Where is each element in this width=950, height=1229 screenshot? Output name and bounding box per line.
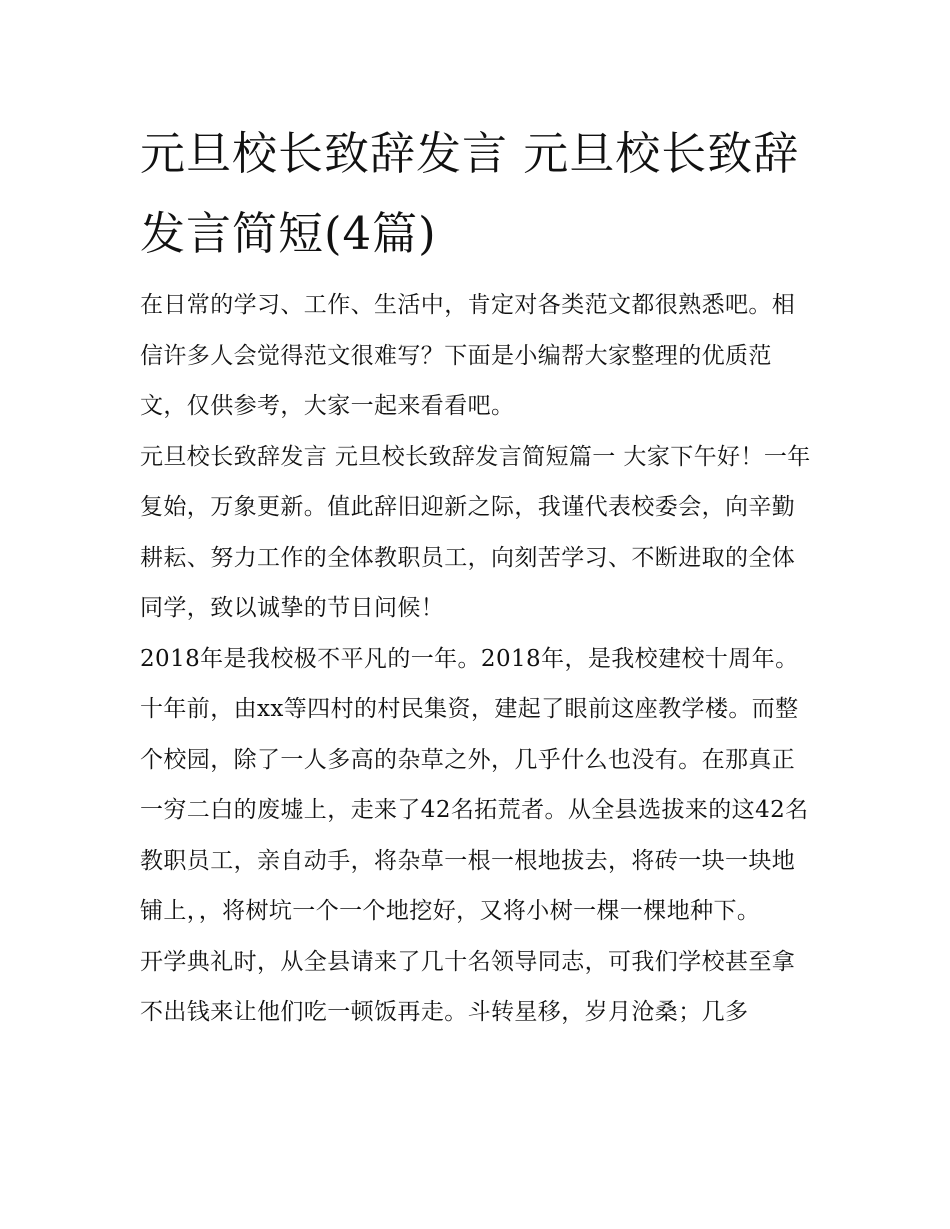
paragraph-intro: 在日常的学习、工作、生活中，肯定对各类范文都很熟悉吧。相信许多人会觉得范文很难写？下面是小编帮大家整理的优质范文，仅供参考，大家一起来看看吧。 — [140, 292, 796, 419]
paragraph-ceremony: 开学典礼时，从全县请来了几十名领导同志，可我们学校甚至拿不出钱来让他们吃一顿饭再走。斗转星移，岁月沧桑；几多 — [140, 948, 796, 1025]
paragraph-history: 2018年是我校极不平凡的一年。2018年，是我校建校十周年。十年前，由xx等四村的村民集资，建起了眼前这座教学楼。而整个校园，除了一人多高的杂草之外，几乎什么也没有。在那真正一穷二白的废墟上，走来了42名拓荒者。从全县选拔来的这42名教职员工，亲自动手，将杂草一根一根地拔去，将砖一块一块地铺上，，将树坑一个一个地挖好，又将小树一棵一棵地种下。 — [140, 645, 809, 924]
paragraph-greeting: 元旦校长致辞发言 元旦校长致辞发言简短篇一 大家下午好！一年复始，万象更新。值此辞旧迎新之际，我谨代表校委会，向辛勤耕耘、努力工作的全体教职员工，向刻苦学习、不断进取的全体同学，致以诚挚的节日问候！ — [140, 443, 811, 621]
document-title: 元旦校长致辞发言 元旦校长致辞发言简短(4篇) — [140, 127, 800, 260]
document-body — [140, 280, 815, 1038]
